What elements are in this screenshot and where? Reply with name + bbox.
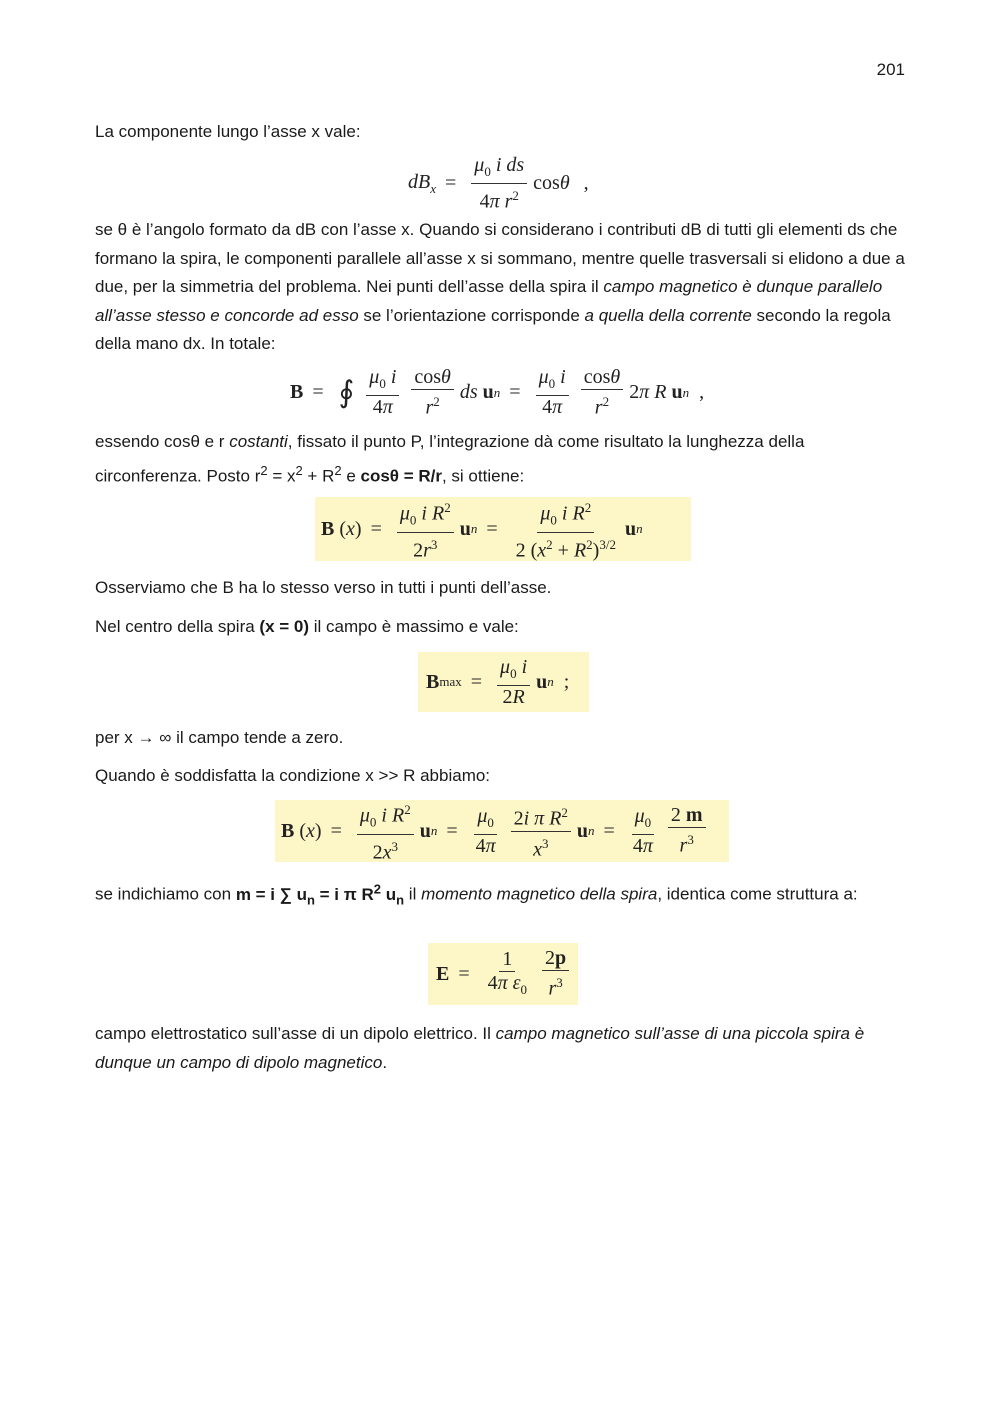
paragraph-intro: La componente lungo l’asse x vale: <box>95 122 361 141</box>
paragraph-conclusion: campo elettrostatico sull’asse di un dipolo elettrico. Il campo magnetico sull’asse di una piccola spira è dunque un campo di dipolo magnetico. <box>95 1024 865 1072</box>
formula-dbx: $dB_x$ = $\frac{\mu_0 i ds}{4\pi r^2}$ cosθ , <box>408 154 589 213</box>
paragraph-integration: essendo cosθ e r costanti, fissato il punto P, l’integrazione dà come risultato la lunghezza della circonferenza. Posto $r^2 = x^2 + R^2$ e cosθ = R/r, si ottiene: <box>95 432 805 486</box>
paragraph-direction: Osserviamo che B ha lo stesso verso in tutti i punti dell’asse. <box>95 578 552 597</box>
paragraph-infinity: per x → ∞ il campo tende a zero. <box>95 728 344 747</box>
formula-e-dipole: E = $\frac{1}{4\pi \varepsilon_0}$ $\frac{2p}{r^3}$ <box>428 943 578 1005</box>
paragraph-condition: Quando è soddisfatta la condizione x >> R abbiamo: <box>95 766 491 785</box>
paragraph-moment: se indichiamo con m = i ∑ $u_n = i$ π $R^2$ $u_n$ il momento magnetico della spira, identica come struttura a: <box>95 881 858 908</box>
formula-bx-dipole: B ( x ) = $\frac{\mu_0 i R^2}{2x^3}$ u n = $\frac{\mu_0}{4\pi}$ $\frac{2i \pi R^2}{x^3}$ u n = $\frac{\mu_0}{4\pi}$ $\frac{2 m}{r^3}$ <box>275 800 729 862</box>
formula-b-integral: B = ∮ $\frac{\mu_0 i}{4\pi}$ $\frac{\cos\theta}{r^2}$ ds u n = $\frac{\mu_0 i}{4\pi}$ $\frac{\cos\theta}{r^2}$ 2π R u n , <box>290 366 705 419</box>
paragraph-center: Nel centro della spira (x = 0) il campo è massimo e vale: <box>95 617 519 636</box>
formula-bmax: B max = $\frac{\mu_0 i}{2R}$ u n ; <box>418 652 589 712</box>
paragraph-symmetry: se θ è l’angolo formato da dB con l’asse x. Quando si considerano i contributi dB di tutti gli elementi ds che formano la spira, le componenti parallele all’asse x si sommano, mentre quelle trasversali si elidono a due a due, per la simmetria del problema. Nei punti dell’asse della spira il campo magnetico è dunque parallelo all’asse stesso e concorde ad esso se l’orientazione corrisponde a quella della corrente secondo la regola della mano dx. In totale: <box>95 220 905 353</box>
formula-bx-exact: B ( x ) = $\frac{\mu_0 i R^2}{2r^3}$ u n = $\frac{\mu_0 i R^2}{2 (x^2 + R^2)^{3/2}}$ u n <box>315 497 691 561</box>
page-number: 201 <box>876 60 905 79</box>
